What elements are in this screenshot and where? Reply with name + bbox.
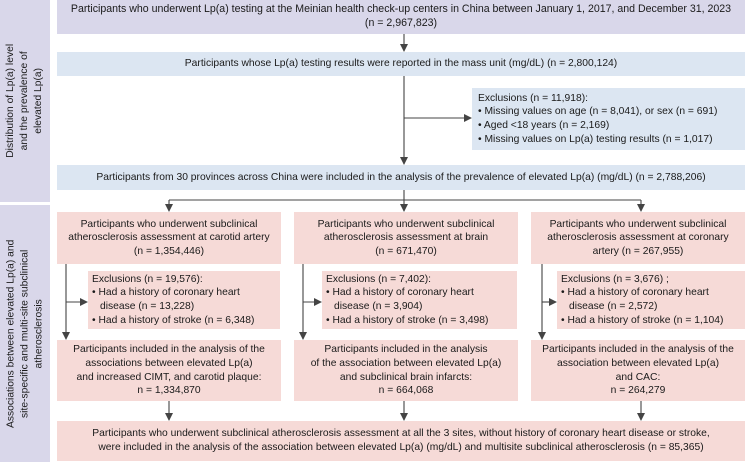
- side-label-line: Distribution of Lp(a) level: [5, 44, 17, 158]
- mass-unit-box: [57, 52, 745, 76]
- box-line: and subclinical brain infarcts:: [339, 371, 473, 383]
- box-line: disease (n = 3,904): [334, 301, 423, 312]
- box-line: • Had a history of stroke (n = 1,104): [561, 314, 724, 326]
- box-line: association between elevated Lp(a): [557, 357, 719, 369]
- box-line: n = 664,068: [378, 385, 434, 397]
- box-line: (n = 1,354,446): [133, 245, 205, 257]
- box-line: Participants included in the analysis of the: [542, 344, 734, 356]
- box-line: atherosclerosis assessment at brain: [323, 232, 489, 244]
- box-line: disease (n = 2,572): [569, 301, 658, 312]
- brain-exclusions-box: [322, 271, 517, 329]
- carotid-included-box: [57, 340, 281, 401]
- brain-included-box: [294, 340, 518, 401]
- side-label-line: atherosclerosis: [32, 298, 44, 369]
- box-line: • Had a history of coronary heart: [326, 287, 474, 299]
- box-line: Participants who underwent subclinical atherosclerosis assessment at all the 3 sites, without history of coronary heart disease or stroke,: [92, 428, 710, 440]
- box-line: • Had a history of coronary heart: [561, 287, 709, 299]
- box-line: Exclusions (n = 7,402):: [326, 273, 432, 285]
- box-line: disease (n = 13,228): [100, 301, 195, 312]
- side-label-line: elevated Lp(a): [32, 68, 44, 134]
- carotid-assessment-box: [57, 212, 281, 264]
- box-line: of the association between elevated Lp(a): [310, 357, 502, 369]
- main-exclusion-item: • Missing values on age (n = 8,041), or sex (n = 691): [478, 106, 718, 118]
- coronary-assessment-box: [531, 212, 745, 264]
- box-line: (n = 671,470): [375, 245, 437, 257]
- box-line: atherosclerosis assessment at coronary: [547, 232, 729, 244]
- box-line: n = 264,279: [610, 385, 666, 397]
- side-label-line: Associations between elevated Lp(a) and: [5, 239, 17, 428]
- initial-participants-text: Participants who underwent Lp(a) testing at the Meinian health check-up centers in China between January 1, 2017, and December 31, 2023: [70, 3, 732, 16]
- box-line: • Had a history of stroke (n = 6,348): [92, 314, 255, 326]
- initial-participants-box: [57, 0, 745, 34]
- box-line: Participants who underwent subclinical: [317, 218, 495, 230]
- box-line: Exclusions (n = 3,676) ;: [561, 273, 669, 285]
- box-line: artery (n = 267,955): [592, 245, 684, 257]
- box-line: Exclusions (n = 19,576):: [92, 273, 203, 285]
- coronary-exclusions-box: [557, 271, 745, 329]
- box-line: Participants who underwent subclinical: [549, 218, 727, 230]
- box-line: atherosclerosis assessment at carotid artery: [68, 232, 270, 244]
- box-line: • Had a history of stroke (n = 3,498): [326, 314, 489, 326]
- box-line: • Had a history of coronary heart: [92, 287, 240, 299]
- coronary-included-box: [531, 340, 745, 401]
- side-label-line: site-specific and multi-site subclinical: [19, 249, 31, 418]
- mass-unit-text: Participants whose Lp(a) testing results were reported in the mass unit (mg/dL) (n = 2,800,124): [184, 58, 618, 70]
- box-line: and CAC:: [615, 371, 661, 383]
- side-label-line: and the prevalence of: [19, 51, 31, 151]
- box-line: Participants included in the analysis of the: [73, 344, 265, 356]
- carotid-exclusions-box: [88, 271, 280, 329]
- box-line: were included in the analysis of the association between elevated Lp(a) (mg/dL) and multisite subclinical atherosclerosis (n = 85,365): [98, 442, 704, 453]
- box-line: and increased CIMT, and carotid plaque:: [76, 371, 262, 383]
- brain-assessment-box: [294, 212, 518, 264]
- multisite-box: [57, 421, 745, 461]
- box-line: associations between elevated Lp(a): [85, 357, 253, 369]
- box-line: Participants who underwent subclinical: [80, 218, 258, 230]
- box-line: n = 1,334,870: [137, 385, 201, 397]
- provinces-text: Participants from 30 provinces across China were included in the analysis of the prevalence of elevated Lp(a) (mg/dL) (n = 2,788,206): [96, 171, 706, 183]
- initial-participants-count: (n = 2,967,823): [364, 17, 438, 29]
- box-line: Participants included in the analysis: [324, 344, 488, 356]
- main-exclusions-title: Exclusions (n = 11,918):: [478, 92, 588, 104]
- provinces-box: [57, 165, 745, 190]
- main-exclusion-item: • Aged <18 years (n = 2,169): [478, 120, 610, 131]
- main-exclusion-item: • Missing values on Lp(a) testing results (n = 1,017): [478, 133, 713, 145]
- main-exclusions-box: [472, 88, 745, 150]
